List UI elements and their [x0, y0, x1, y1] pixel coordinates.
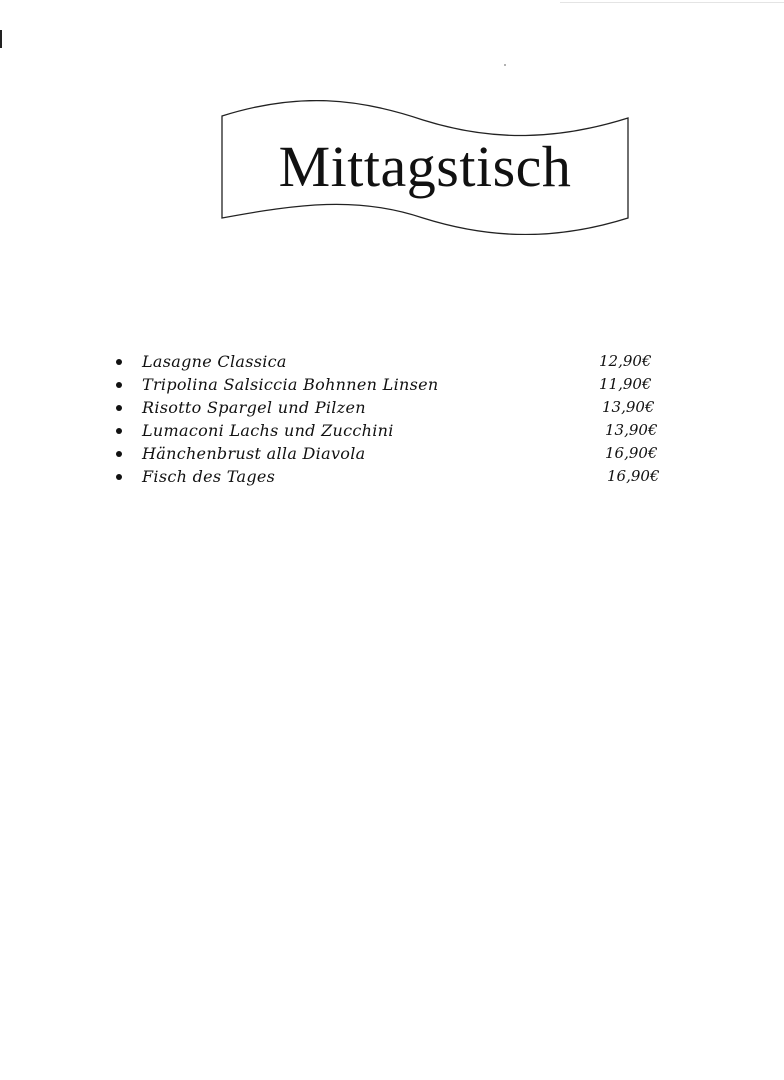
bullet-icon	[116, 428, 122, 434]
dish-price: 16,90€	[605, 444, 658, 462]
menu-item	[112, 419, 692, 442]
menu-item	[112, 442, 692, 465]
menu-item	[112, 350, 692, 373]
dish-name: Risotto Spargel und Pilzen	[142, 398, 366, 417]
dish-name: Lumaconi Lachs und Zucchini	[142, 421, 394, 440]
menu-item	[112, 465, 692, 488]
bullet-icon	[116, 382, 122, 388]
dish-name: Fisch des Tages	[142, 467, 276, 486]
bullet-icon	[116, 451, 122, 457]
menu-item	[112, 373, 692, 396]
title-banner	[218, 100, 632, 235]
bullet-icon	[116, 405, 122, 411]
scan-edge-mark	[0, 30, 2, 48]
page-title: Mittagstisch	[278, 134, 572, 199]
dish-price: 12,90€	[599, 352, 652, 370]
dish-price: 16,90€	[607, 467, 660, 485]
scan-dust-speck	[504, 64, 506, 66]
lunch-menu-list	[112, 350, 692, 488]
bullet-icon	[116, 359, 122, 365]
dish-price: 11,90€	[599, 375, 652, 393]
dish-price: 13,90€	[602, 398, 655, 416]
scan-edge-line	[560, 2, 784, 3]
dish-price: 13,90€	[605, 421, 658, 439]
dish-name: Hänchenbrust alla Diavola	[142, 444, 366, 463]
dish-name: Lasagne Classica	[142, 352, 287, 371]
bullet-icon	[116, 474, 122, 480]
menu-item	[112, 396, 692, 419]
dish-name: Tripolina Salsiccia Bohnnen Linsen	[142, 375, 439, 394]
